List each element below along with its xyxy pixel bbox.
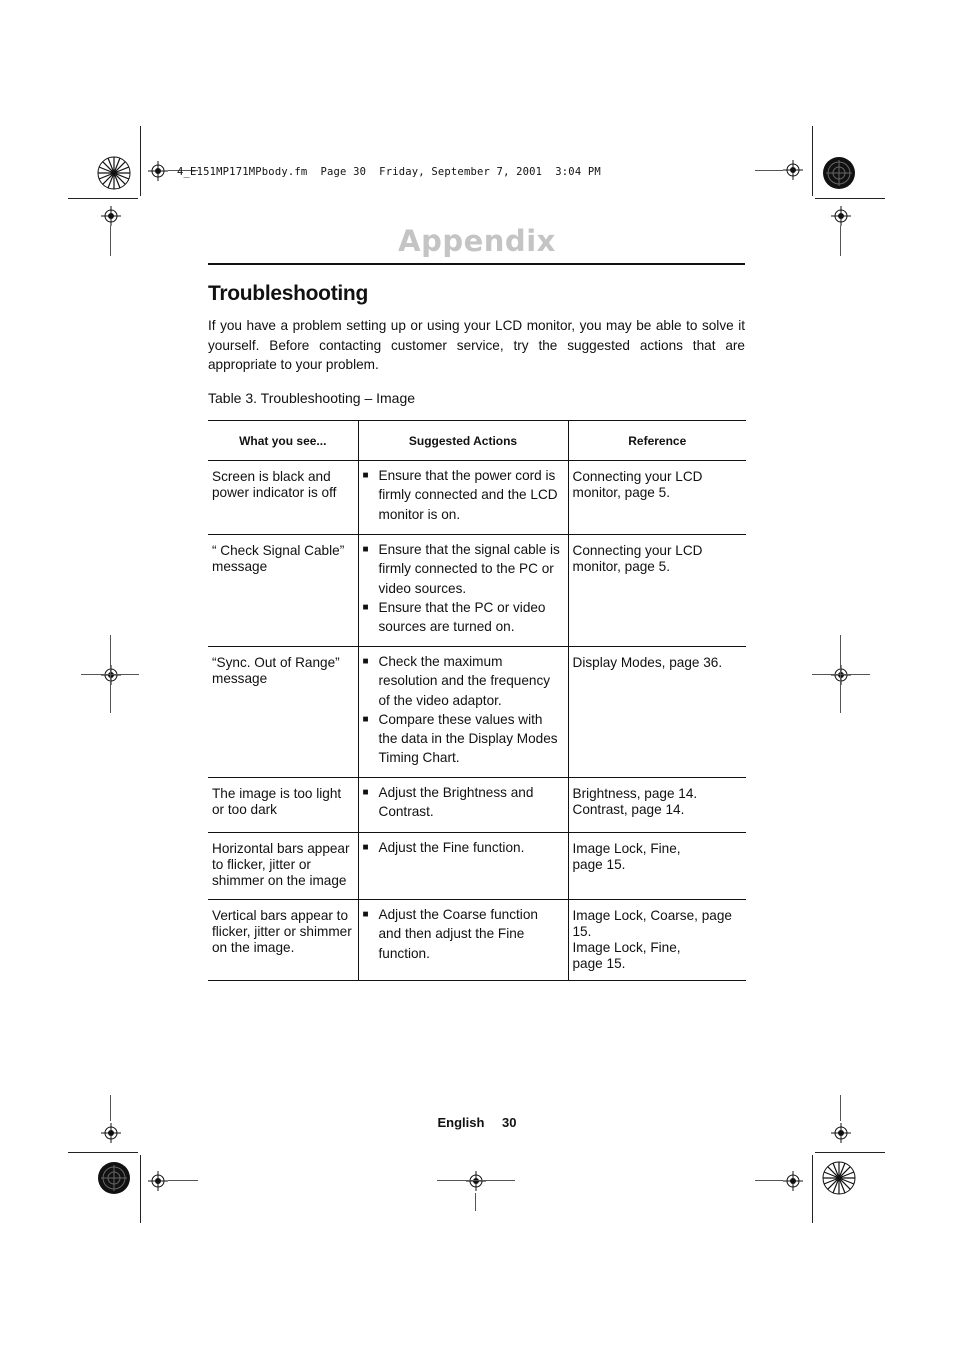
table-header-row [208,421,746,461]
bullet-icon: ■ [362,909,369,920]
registration-mark-icon [466,1171,486,1191]
crop-line [140,1155,141,1223]
bullet-icon: ■ [362,470,369,481]
reference-cell [568,778,746,833]
table-caption: Table 3. Troubleshooting – Image [208,390,416,406]
reference-cell [568,461,746,535]
table-row [208,647,746,778]
registration-mark-icon [831,665,851,685]
guide-line [755,1180,783,1181]
reference-line: Display Modes, page 36. [572,655,723,670]
bullet-icon: ■ [362,601,369,613]
reference-line: page 15. [572,956,626,971]
bullet-icon: ■ [362,713,369,725]
heading-rule [208,263,745,265]
registration-mark-icon [831,206,851,226]
reference-line: Image Lock, Fine, [572,940,681,955]
guide-line [812,674,870,675]
registration-mark-icon [101,665,121,685]
reference-line: Image Lock, Coarse, page 15. [572,908,732,939]
actions-cell [358,833,568,900]
reference-line: Contrast, page 14. [572,802,685,817]
crop-line [140,126,141,196]
file-slug-line: 4_E151MP171MPbody.fm Page 30 Friday, September 7, 2001 3:04 PM [177,166,601,178]
bullet-icon: ■ [362,656,369,667]
action-item: ■ Adjust the Fine function. [363,838,564,857]
guide-line [755,170,783,171]
guide-line [437,1180,515,1181]
registration-mark-icon [148,1171,168,1191]
table-row [208,833,746,900]
reference-cell [568,647,746,778]
actions-cell [358,647,568,778]
actions-cell [358,535,568,647]
troubleshooting-table [208,420,746,981]
reference-cell [568,535,746,647]
column-header-what-you-see: What you see... [208,421,358,461]
page-footer [0,1115,954,1130]
intro-paragraph: If you have a problem setting up or using your LCD monitor, you may be able to solve it yourself. Before contacting customer service, try the suggested actions that are appropriate to your problem. [208,318,745,372]
color-star-target-icon [822,1161,856,1195]
symptom-cell: Screen is black and power indicator is off [208,461,358,535]
dark-target-icon [97,1161,131,1195]
column-header-reference: Reference [568,421,746,461]
actions-cell [358,900,568,981]
registration-mark-icon [101,206,121,226]
table-row [208,778,746,833]
reference-line: page 15. [572,857,626,872]
table-row [208,900,746,981]
bullet-icon: ■ [362,787,369,798]
registration-mark-icon [783,160,803,180]
symptom-cell: Horizontal bars appear to flicker, jitter or shimmer on the image [208,833,358,900]
table-row [208,461,746,535]
action-item: ■ Ensure that the signal cable is firmly connected to the PC or video sources. [363,540,564,598]
action-item: ■ Ensure that the power cord is firmly connected and the LCD monitor is on. [363,466,564,524]
crop-line [68,1152,138,1153]
section-title: Troubleshooting [208,282,368,305]
chapter-title: Appendix [398,224,556,258]
reference-line: Connecting your LCD monitor, page 5. [572,543,703,574]
crop-line [812,126,813,196]
action-item: ■ Ensure that the PC or video sources are turned on. [363,598,564,637]
registration-mark-icon [783,1171,803,1191]
bullet-icon: ■ [362,842,369,853]
actions-cell [358,461,568,535]
action-item: ■ Adjust the Brightness and Contrast. [363,783,564,822]
reference-cell [568,900,746,981]
registration-mark-icon [148,161,168,181]
crop-line [815,1152,885,1153]
color-star-target-icon [97,156,131,190]
reference-line: Connecting your LCD monitor, page 5. [572,469,703,500]
bullet-icon: ■ [362,544,369,555]
guide-line [475,1193,476,1211]
column-header-suggested-actions: Suggested Actions [358,421,568,461]
action-item: ■ Check the maximum resolution and the frequency of the video adaptor. [363,652,564,710]
guide-line [168,1180,198,1181]
crop-line [68,198,138,199]
reference-cell [568,833,746,900]
table-row [208,535,746,647]
reference-line: Image Lock, Fine, [572,841,681,856]
reference-line: Brightness, page 14. [572,786,698,801]
footer-language: English [437,1115,485,1130]
page-number: 30 [502,1115,517,1130]
symptom-cell: “Sync. Out of Range” message [208,647,358,778]
symptom-cell: Vertical bars appear to flicker, jitter or shimmer on the image. [208,900,358,981]
action-item: ■ Adjust the Coarse function and then adjust the Fine function. [363,905,564,963]
symptom-cell: The image is too light or too dark [208,778,358,833]
crop-line [815,198,885,199]
guide-line [81,674,139,675]
actions-cell [358,778,568,833]
action-item: ■ Compare these values with the data in the Display Modes Timing Chart. [363,710,564,768]
dark-target-icon [822,156,856,190]
symptom-cell: “ Check Signal Cable” message [208,535,358,647]
crop-line [812,1155,813,1223]
